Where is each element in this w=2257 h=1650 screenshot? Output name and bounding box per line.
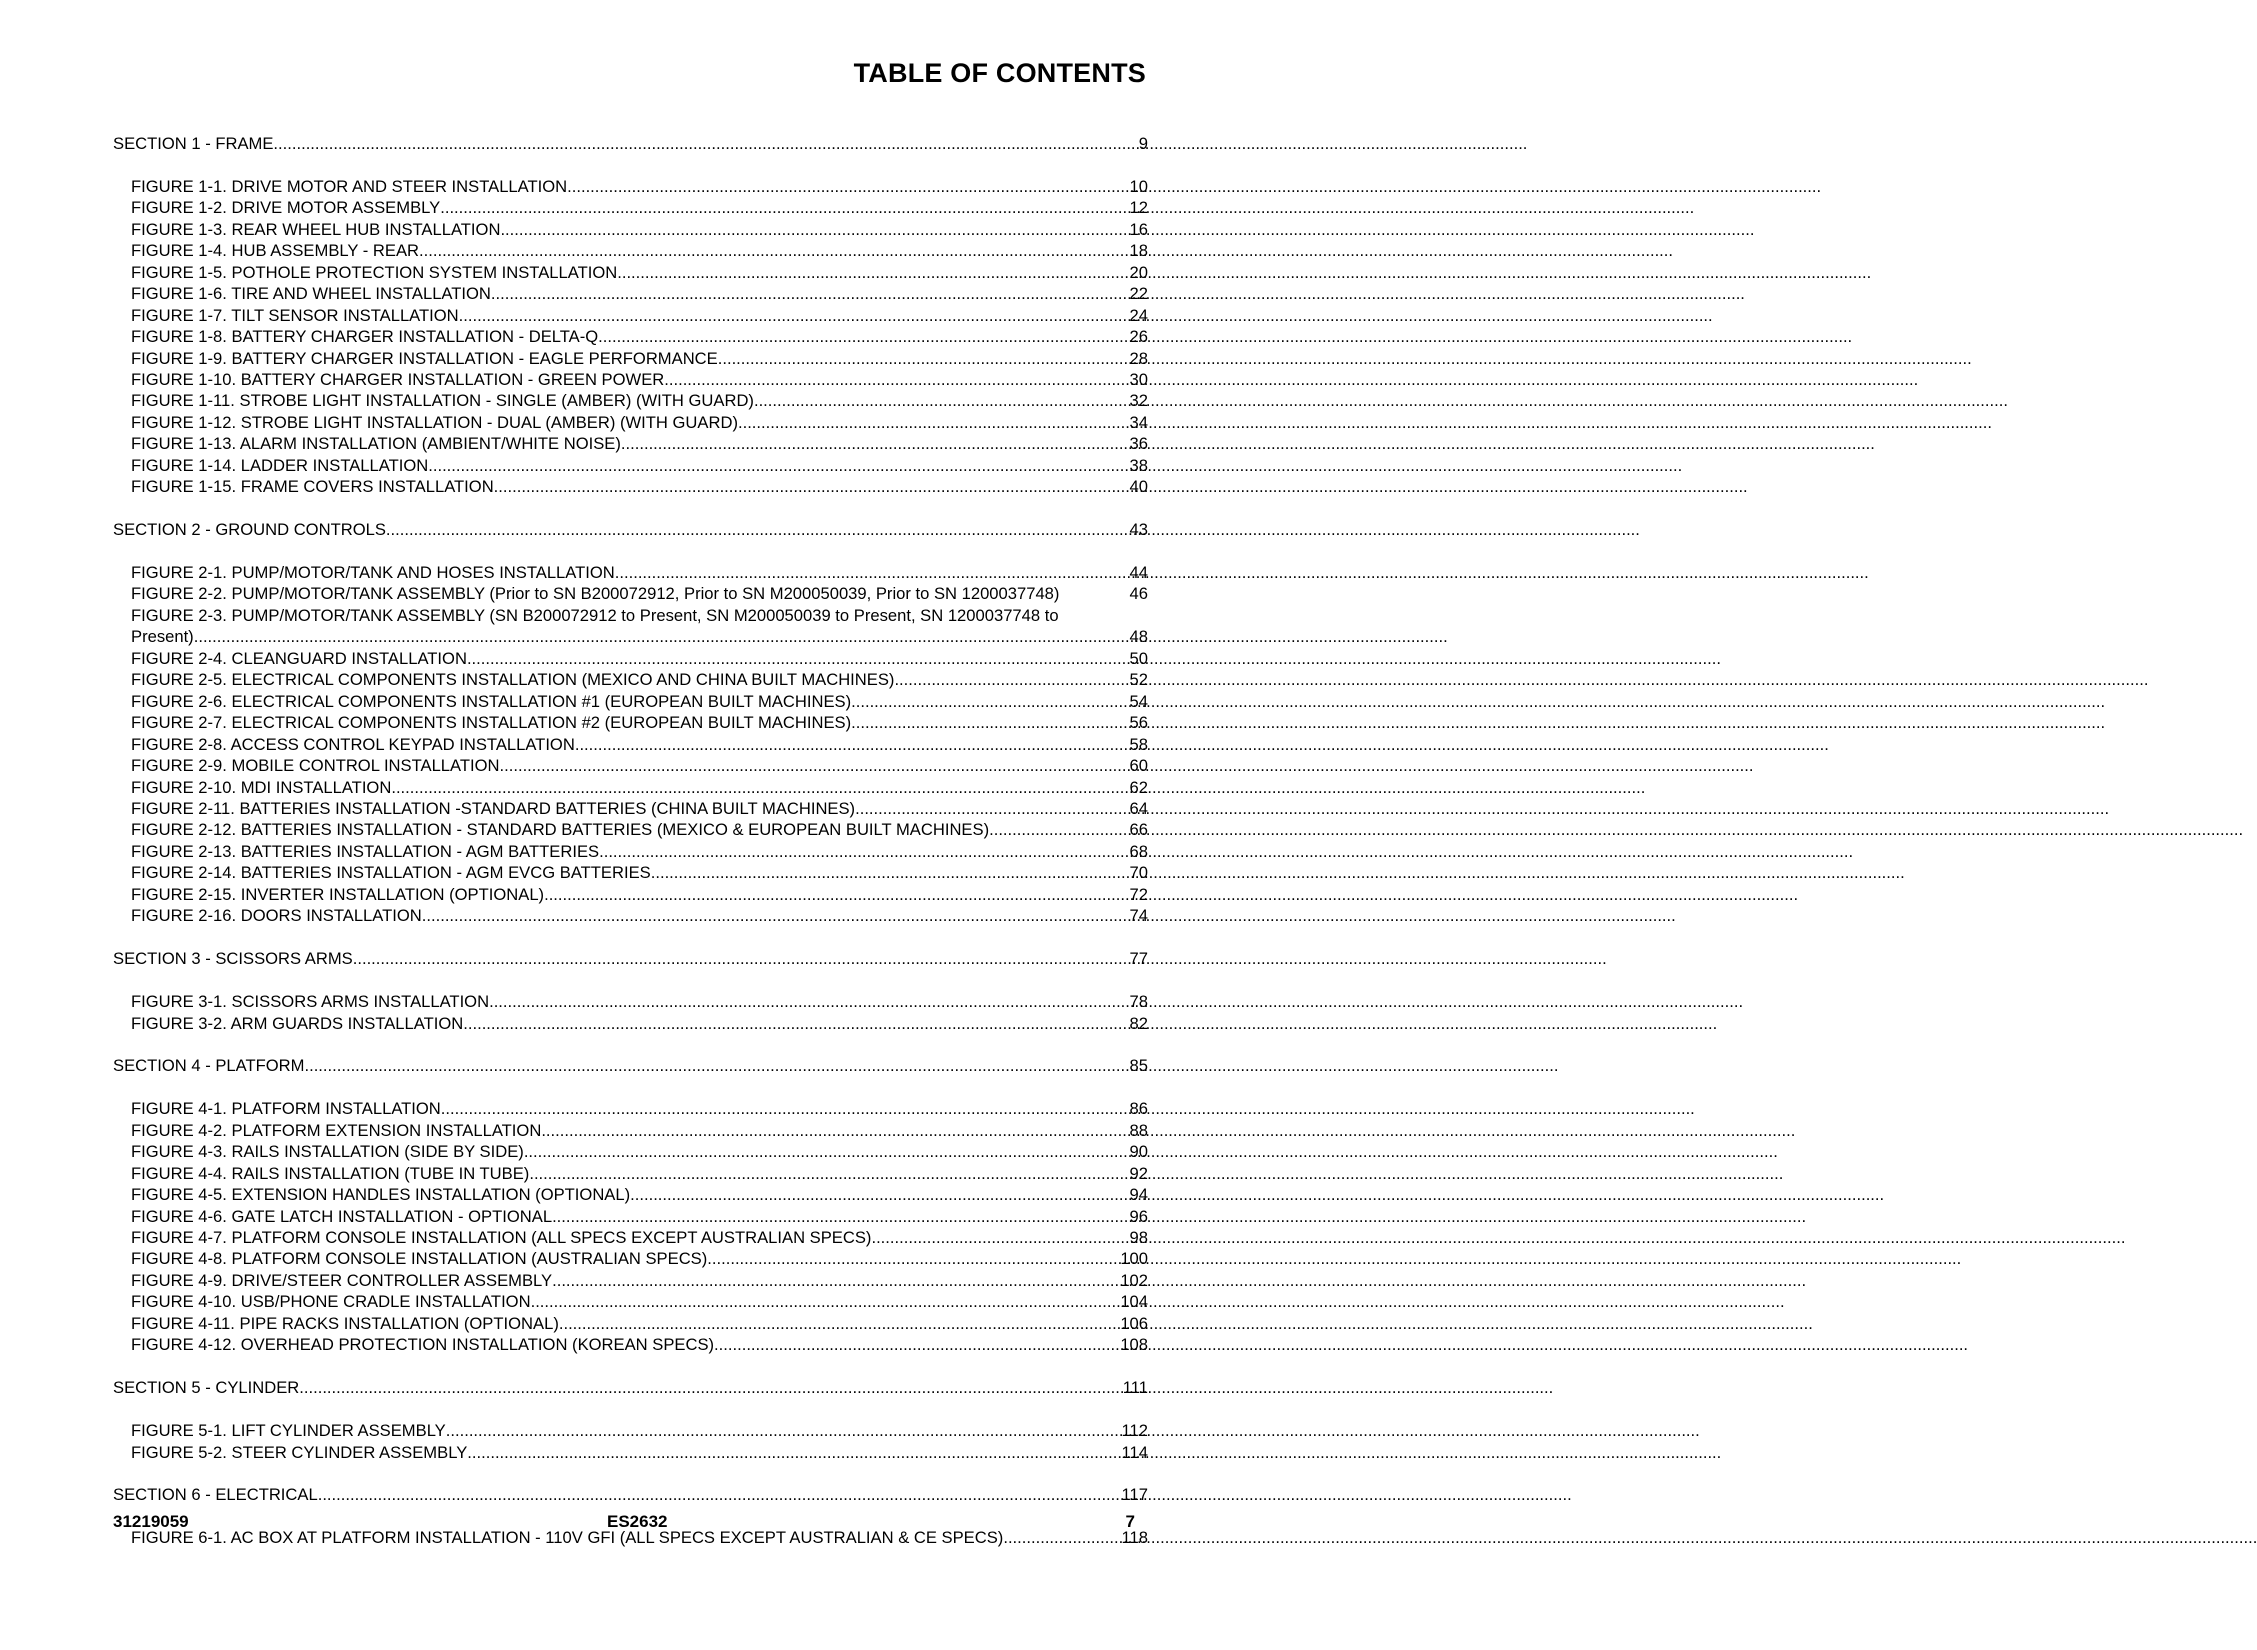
toc-entry-label: FIGURE 2-16. DOORS INSTALLATION bbox=[131, 906, 422, 926]
toc-page-number: 117 bbox=[1121, 1485, 1148, 1505]
toc-figure-entry[interactable] bbox=[113, 1442, 1148, 1463]
toc-figure-entry[interactable] bbox=[113, 884, 1148, 905]
toc-entry-label: FIGURE 1-5. POTHOLE PROTECTION SYSTEM INSTALLATION bbox=[131, 262, 618, 282]
toc-entry-label: FIGURE 6-1. AC BOX AT PLATFORM INSTALLATION - 110V GFI (ALL SPECS EXCEPT AUSTRALIAN & CE SPECS) bbox=[131, 1528, 1004, 1548]
toc-figure-entry[interactable] bbox=[113, 1163, 1148, 1184]
toc-entry-label: FIGURE 4-11. PIPE RACKS INSTALLATION (OPTIONAL) bbox=[131, 1313, 559, 1333]
toc-section-entry[interactable] bbox=[113, 1484, 1148, 1505]
toc-dot-leader bbox=[440, 197, 1127, 218]
toc-dot-leader bbox=[446, 1420, 1120, 1441]
toc-entry-label: FIGURE 1-7. TILT SENSOR INSTALLATION bbox=[131, 305, 459, 325]
toc-page-number: 60 bbox=[1129, 756, 1148, 776]
toc-figure-entry[interactable] bbox=[113, 1270, 1148, 1291]
toc-entry-label: FIGURE 2-3. PUMP/MOTOR/TANK ASSEMBLY (SN B200072912 to Present, SN M200050039 to Present, SN 1200037748 to bbox=[131, 605, 1059, 625]
toc-dot-leader bbox=[531, 1291, 1119, 1312]
toc-figure-entry[interactable] bbox=[113, 1334, 1148, 1355]
toc-page-number: 16 bbox=[1129, 219, 1148, 239]
toc-page-number: 54 bbox=[1129, 691, 1148, 711]
toc-page-number: 70 bbox=[1129, 863, 1148, 883]
toc-dot-leader bbox=[467, 1442, 1119, 1463]
toc-page-number: 66 bbox=[1129, 820, 1148, 840]
toc-dot-leader bbox=[718, 348, 1128, 369]
toc-entry-label: FIGURE 3-2. ARM GUARDS INSTALLATION bbox=[131, 1013, 464, 1033]
toc-figure-entry[interactable] bbox=[113, 562, 1148, 583]
toc-figure-entry[interactable] bbox=[113, 348, 1148, 369]
toc-figure-entry[interactable] bbox=[113, 219, 1148, 240]
toc-figure-entry[interactable] bbox=[113, 262, 1148, 283]
toc-figure-entry[interactable] bbox=[113, 1206, 1148, 1227]
toc-entry-label: FIGURE 3-1. SCISSORS ARMS INSTALLATION bbox=[131, 992, 490, 1012]
toc-page-number: 20 bbox=[1129, 262, 1148, 282]
toc-figure-entry[interactable] bbox=[113, 1227, 1148, 1248]
toc-page-number: 10 bbox=[1129, 176, 1148, 196]
toc-entry-label: FIGURE 2-13. BATTERIES INSTALLATION - AGM BATTERIES bbox=[131, 841, 600, 861]
toc-page-number: 26 bbox=[1129, 327, 1148, 347]
toc-dot-leader bbox=[441, 1098, 1128, 1119]
toc-figure-entry[interactable] bbox=[113, 1184, 1148, 1205]
toc-dot-leader bbox=[552, 1206, 1127, 1227]
toc-entry-label: FIGURE 1-9. BATTERY CHARGER INSTALLATION - EAGLE PERFORMANCE bbox=[131, 348, 718, 368]
toc-entry-label: SECTION 1 - FRAME bbox=[113, 134, 274, 153]
toc-figure-entry[interactable] bbox=[113, 1248, 1148, 1269]
toc-dot-leader bbox=[419, 240, 1128, 261]
toc-dot-leader bbox=[598, 326, 1127, 347]
toc-entry-label: FIGURE 4-10. USB/PHONE CRADLE INSTALLATION bbox=[131, 1292, 531, 1312]
toc-figure-entry[interactable] bbox=[113, 777, 1148, 798]
page-title: TABLE OF CONTENTS bbox=[853, 58, 1146, 88]
toc-entry-label: FIGURE 1-1. DRIVE MOTOR AND STEER INSTALLATION bbox=[131, 176, 568, 196]
toc-entry-label: FIGURE 1-8. BATTERY CHARGER INSTALLATION - DELTA-Q bbox=[131, 327, 599, 347]
toc-page-number: 100 bbox=[1120, 1249, 1148, 1269]
toc-page-number: 24 bbox=[1129, 305, 1148, 325]
toc-figure-entry[interactable] bbox=[113, 283, 1148, 304]
toc-figure-entry[interactable] bbox=[113, 669, 1148, 690]
toc-page-number: 90 bbox=[1129, 1142, 1148, 1162]
toc-entry-label: FIGURE 1-2. DRIVE MOTOR ASSEMBLY bbox=[131, 198, 441, 218]
toc-page-number: 92 bbox=[1129, 1163, 1148, 1183]
toc-dot-leader bbox=[567, 176, 1127, 197]
toc-figure-entry[interactable] bbox=[113, 1141, 1148, 1162]
toc-page-number: 9 bbox=[1138, 134, 1148, 153]
toc-entry-continuation bbox=[131, 626, 1148, 647]
toc-figure-entry[interactable] bbox=[113, 1098, 1148, 1119]
toc-page-number: 82 bbox=[1129, 1013, 1148, 1033]
toc-page-number: 108 bbox=[1120, 1335, 1148, 1355]
toc-dot-leader bbox=[500, 219, 1127, 240]
toc-page-number: 98 bbox=[1129, 1228, 1148, 1247]
toc-entry-label: FIGURE 2-12. BATTERIES INSTALLATION - STANDARD BATTERIES (MEXICO & EUROPEAN BUILT MACHINES) bbox=[131, 820, 990, 840]
toc-figure-entry[interactable] bbox=[113, 862, 1148, 883]
toc-page-number: 50 bbox=[1129, 648, 1148, 668]
toc-entry-label: SECTION 2 - GROUND CONTROLS bbox=[113, 520, 386, 540]
toc-dot-leader bbox=[353, 948, 1128, 969]
toc-page-number: 77 bbox=[1129, 949, 1148, 969]
toc-page-number: 34 bbox=[1129, 412, 1148, 432]
toc-dot-leader bbox=[559, 1313, 1118, 1334]
toc-dot-leader bbox=[617, 262, 1127, 283]
toc-page-number: 96 bbox=[1129, 1206, 1148, 1226]
toc-entry-label: FIGURE 4-3. RAILS INSTALLATION (SIDE BY SIDE) bbox=[131, 1142, 524, 1162]
toc-entry-label: FIGURE 4-7. PLATFORM CONSOLE INSTALLATION (ALL SPECS EXCEPT AUSTRALIAN SPECS) bbox=[131, 1228, 872, 1247]
toc-entry-label: FIGURE 4-1. PLATFORM INSTALLATION bbox=[131, 1099, 441, 1119]
toc-figure-entry[interactable] bbox=[113, 691, 1148, 712]
toc-section-entry[interactable] bbox=[113, 948, 1148, 969]
toc-figure-entry[interactable] bbox=[113, 991, 1148, 1012]
toc-dot-leader bbox=[304, 1055, 1127, 1076]
toc-entry-label: FIGURE 2-5. ELECTRICAL COMPONENTS INSTALLATION (MEXICO AND CHINA BUILT MACHINES) bbox=[131, 670, 895, 690]
toc-page-number: 56 bbox=[1129, 713, 1148, 733]
toc-figure-entry[interactable] bbox=[113, 197, 1148, 218]
toc-figure-entry[interactable] bbox=[113, 755, 1148, 776]
toc-page-number: 43 bbox=[1129, 520, 1148, 540]
toc-page-number: 118 bbox=[1121, 1528, 1148, 1548]
toc-page-number: 62 bbox=[1129, 777, 1148, 797]
toc-section-entry[interactable] bbox=[113, 519, 1148, 540]
toc-page-number: 22 bbox=[1129, 284, 1148, 304]
toc-dot-leader bbox=[422, 905, 1128, 926]
toc-dot-leader bbox=[544, 884, 1127, 905]
toc-dot-leader bbox=[707, 1248, 1118, 1269]
toc-page-number: 44 bbox=[1129, 563, 1148, 583]
table-of-contents bbox=[113, 133, 1148, 1549]
toc-entry-label: FIGURE 2-2. PUMP/MOTOR/TANK ASSEMBLY (Prior to SN B200072912, Prior to SN M200050039, Prior to SN 1200037748) bbox=[131, 584, 1060, 604]
toc-dot-leader bbox=[851, 691, 1127, 712]
toc-page-number: 28 bbox=[1129, 348, 1148, 368]
toc-figure-entry[interactable] bbox=[113, 390, 1148, 411]
document-number: 31219059 bbox=[113, 1512, 189, 1531]
toc-figure-entry[interactable] bbox=[113, 648, 1148, 669]
toc-dot-leader bbox=[894, 669, 1127, 690]
toc-figure-entry[interactable] bbox=[113, 455, 1148, 476]
toc-section-entry[interactable] bbox=[113, 1055, 1148, 1076]
toc-figure-entry[interactable] bbox=[113, 583, 1148, 604]
toc-dot-leader bbox=[467, 648, 1128, 669]
toc-entry-label: SECTION 3 - SCISSORS ARMS bbox=[113, 949, 353, 969]
toc-figure-entry[interactable] bbox=[113, 1291, 1148, 1312]
toc-figure-entry[interactable] bbox=[113, 433, 1148, 454]
toc-figure-entry[interactable] bbox=[113, 841, 1148, 862]
toc-dot-leader bbox=[575, 734, 1128, 755]
toc-page-number: 64 bbox=[1129, 799, 1148, 818]
toc-entry-label: FIGURE 4-9. DRIVE/STEER CONTROLLER ASSEMBLY bbox=[131, 1270, 553, 1290]
toc-dot-leader bbox=[391, 777, 1127, 798]
toc-page-number: 86 bbox=[1129, 1099, 1148, 1119]
toc-dot-leader bbox=[541, 1120, 1127, 1141]
toc-figure-entry[interactable] bbox=[113, 476, 1148, 497]
toc-dot-leader bbox=[524, 1141, 1128, 1162]
toc-page-number: 46 bbox=[1129, 584, 1148, 604]
toc-entry-label: FIGURE 2-15. INVERTER INSTALLATION (OPTIONAL) bbox=[131, 884, 545, 904]
toc-page-number: 106 bbox=[1120, 1313, 1148, 1333]
toc-entry-label: FIGURE 4-2. PLATFORM EXTENSION INSTALLATION bbox=[131, 1120, 542, 1140]
toc-page-number: 72 bbox=[1129, 884, 1148, 904]
toc-entry-label: FIGURE 5-1. LIFT CYLINDER ASSEMBLY bbox=[131, 1421, 446, 1441]
toc-entry-label: FIGURE 2-11. BATTERIES INSTALLATION -STANDARD BATTERIES (CHINA BUILT MACHINES) bbox=[131, 799, 856, 818]
toc-page-number: 111 bbox=[1122, 1378, 1148, 1398]
toc-page-number: 12 bbox=[1129, 198, 1148, 218]
toc-dot-leader bbox=[489, 991, 1127, 1012]
toc-entry-label: SECTION 6 - ELECTRICAL bbox=[113, 1485, 318, 1505]
toc-section-entry[interactable] bbox=[113, 133, 1148, 154]
toc-page-number: 38 bbox=[1129, 455, 1148, 475]
toc-entry-label: FIGURE 5-2. STEER CYLINDER ASSEMBLY bbox=[131, 1442, 468, 1462]
toc-entry-label: FIGURE 1-11. STROBE LIGHT INSTALLATION - SINGLE (AMBER) (WITH GUARD) bbox=[131, 391, 754, 411]
toc-entry-label: FIGURE 4-5. EXTENSION HANDLES INSTALLATION (OPTIONAL) bbox=[131, 1185, 631, 1205]
toc-figure-entry[interactable] bbox=[113, 1420, 1148, 1441]
toc-entry-label: FIGURE 2-14. BATTERIES INSTALLATION - AGM EVCG BATTERIES bbox=[131, 863, 651, 883]
toc-dot-leader bbox=[621, 433, 1128, 454]
toc-entry-label: FIGURE 2-7. ELECTRICAL COMPONENTS INSTALLATION #2 (EUROPEAN BUILT MACHINES) bbox=[131, 713, 852, 733]
toc-figure-entry[interactable] bbox=[113, 819, 1148, 840]
toc-dot-leader bbox=[318, 1484, 1120, 1505]
toc-dot-leader bbox=[491, 283, 1128, 304]
toc-dot-leader bbox=[754, 390, 1128, 411]
model-name: ES2632 bbox=[607, 1512, 668, 1531]
toc-entry-label: SECTION 5 - CYLINDER bbox=[113, 1378, 300, 1398]
toc-page-number: 52 bbox=[1129, 670, 1148, 690]
toc-entry-label: FIGURE 4-12. OVERHEAD PROTECTION INSTALLATION (KOREAN SPECS) bbox=[131, 1335, 715, 1355]
toc-entry-label: FIGURE 2-4. CLEANGUARD INSTALLATION bbox=[131, 648, 467, 668]
toc-dot-leader bbox=[428, 455, 1127, 476]
toc-entry-label: FIGURE 1-6. TIRE AND WHEEL INSTALLATION bbox=[131, 284, 491, 304]
toc-entry-label: FIGURE 1-15. FRAME COVERS INSTALLATION bbox=[131, 477, 494, 497]
toc-page-number: 85 bbox=[1129, 1056, 1148, 1076]
toc-dot-leader bbox=[194, 626, 1128, 647]
toc-dot-leader bbox=[989, 819, 1127, 840]
toc-figure-entry[interactable] bbox=[113, 1313, 1148, 1334]
toc-entry-label: FIGURE 2-6. ELECTRICAL COMPONENTS INSTALLATION #1 (EUROPEAN BUILT MACHINES) bbox=[131, 691, 852, 711]
toc-entry-label: FIGURE 1-10. BATTERY CHARGER INSTALLATION - GREEN POWER bbox=[131, 369, 665, 389]
toc-entry-label: FIGURE 4-4. RAILS INSTALLATION (TUBE IN TUBE) bbox=[131, 1163, 530, 1183]
toc-dot-leader bbox=[386, 519, 1128, 540]
toc-dot-leader bbox=[494, 476, 1128, 497]
toc-page-number: 78 bbox=[1129, 992, 1148, 1012]
toc-entry-label: FIGURE 1-13. ALARM INSTALLATION (AMBIENT/WHITE NOISE) bbox=[131, 434, 621, 454]
toc-entry-label: SECTION 4 - PLATFORM bbox=[113, 1056, 305, 1076]
toc-entry-label: FIGURE 2-1. PUMP/MOTOR/TANK AND HOSES INSTALLATION bbox=[131, 563, 615, 583]
toc-entry-label: FIGURE 2-9. MOBILE CONTROL INSTALLATION bbox=[131, 756, 500, 776]
toc-dot-leader bbox=[463, 1013, 1127, 1034]
toc-section-entry[interactable] bbox=[113, 1377, 1148, 1398]
toc-figure-entry[interactable] bbox=[113, 712, 1148, 733]
toc-dot-leader bbox=[855, 798, 1127, 819]
toc-entry-label: FIGURE 1-14. LADDER INSTALLATION bbox=[131, 455, 429, 475]
toc-dot-leader bbox=[500, 755, 1128, 776]
toc-entry-label: FIGURE 4-8. PLATFORM CONSOLE INSTALLATION (AUSTRALIAN SPECS) bbox=[131, 1249, 708, 1269]
toc-entry-label: FIGURE 4-6. GATE LATCH INSTALLATION - OPTIONAL bbox=[131, 1206, 553, 1226]
toc-figure-entry[interactable] bbox=[113, 905, 1148, 926]
toc-entry-label-continued: Present) bbox=[131, 627, 194, 647]
toc-page-number: 114 bbox=[1121, 1442, 1148, 1462]
toc-page-number: 68 bbox=[1129, 841, 1148, 861]
toc-page-number: 58 bbox=[1129, 734, 1148, 754]
toc-figure-entry[interactable] bbox=[113, 176, 1148, 197]
toc-figure-entry[interactable] bbox=[113, 1120, 1148, 1141]
toc-page-number: 18 bbox=[1129, 241, 1148, 261]
toc-page-number: 48 bbox=[1129, 627, 1148, 647]
toc-page-number: 88 bbox=[1129, 1120, 1148, 1140]
toc-dot-leader bbox=[529, 1163, 1127, 1184]
toc-entry-label: FIGURE 1-3. REAR WHEEL HUB INSTALLATION bbox=[131, 219, 501, 239]
toc-dot-leader bbox=[599, 841, 1127, 862]
toc-figure-entry[interactable] bbox=[113, 605, 1148, 648]
toc-dot-leader bbox=[664, 369, 1127, 390]
toc-dot-leader bbox=[1003, 1527, 1119, 1548]
toc-entry-label: FIGURE 2-8. ACCESS CONTROL KEYPAD INSTALLATION bbox=[131, 734, 575, 754]
toc-dot-leader bbox=[738, 412, 1128, 433]
toc-dot-leader bbox=[714, 1334, 1118, 1355]
toc-dot-leader bbox=[273, 133, 1136, 154]
toc-page-number: 32 bbox=[1129, 391, 1148, 411]
toc-figure-entry[interactable] bbox=[113, 734, 1148, 755]
toc-figure-entry[interactable] bbox=[113, 798, 1148, 819]
toc-page-number: 102 bbox=[1120, 1270, 1148, 1290]
toc-dot-leader bbox=[459, 305, 1128, 326]
toc-dot-leader bbox=[299, 1377, 1121, 1398]
toc-dot-leader bbox=[651, 862, 1128, 883]
toc-dot-leader bbox=[871, 1227, 1127, 1248]
toc-figure-entry[interactable] bbox=[113, 326, 1148, 347]
toc-dot-leader bbox=[615, 562, 1128, 583]
toc-page-number: 36 bbox=[1129, 434, 1148, 454]
toc-figure-entry[interactable] bbox=[113, 412, 1148, 433]
toc-page-number: 74 bbox=[1129, 906, 1148, 926]
toc-entry-label: FIGURE 2-10. MDI INSTALLATION bbox=[131, 777, 392, 797]
toc-page-number: 40 bbox=[1129, 477, 1148, 497]
toc-dot-leader bbox=[851, 712, 1127, 733]
page-number: 7 bbox=[1125, 1512, 1135, 1531]
toc-dot-leader bbox=[630, 1184, 1127, 1205]
toc-page-number: 94 bbox=[1129, 1185, 1148, 1205]
toc-page-number: 112 bbox=[1121, 1421, 1148, 1441]
toc-figure-entry[interactable] bbox=[113, 1013, 1148, 1034]
toc-page-number: 30 bbox=[1129, 369, 1148, 389]
toc-figure-entry[interactable] bbox=[113, 240, 1148, 261]
toc-figure-entry[interactable] bbox=[113, 305, 1148, 326]
toc-page-number: 104 bbox=[1120, 1292, 1148, 1312]
toc-entry-label: FIGURE 1-4. HUB ASSEMBLY - REAR bbox=[131, 241, 420, 261]
toc-figure-entry[interactable] bbox=[113, 369, 1148, 390]
toc-dot-leader bbox=[552, 1270, 1118, 1291]
toc-entry-label: FIGURE 1-12. STROBE LIGHT INSTALLATION - DUAL (AMBER) (WITH GUARD) bbox=[131, 412, 738, 432]
